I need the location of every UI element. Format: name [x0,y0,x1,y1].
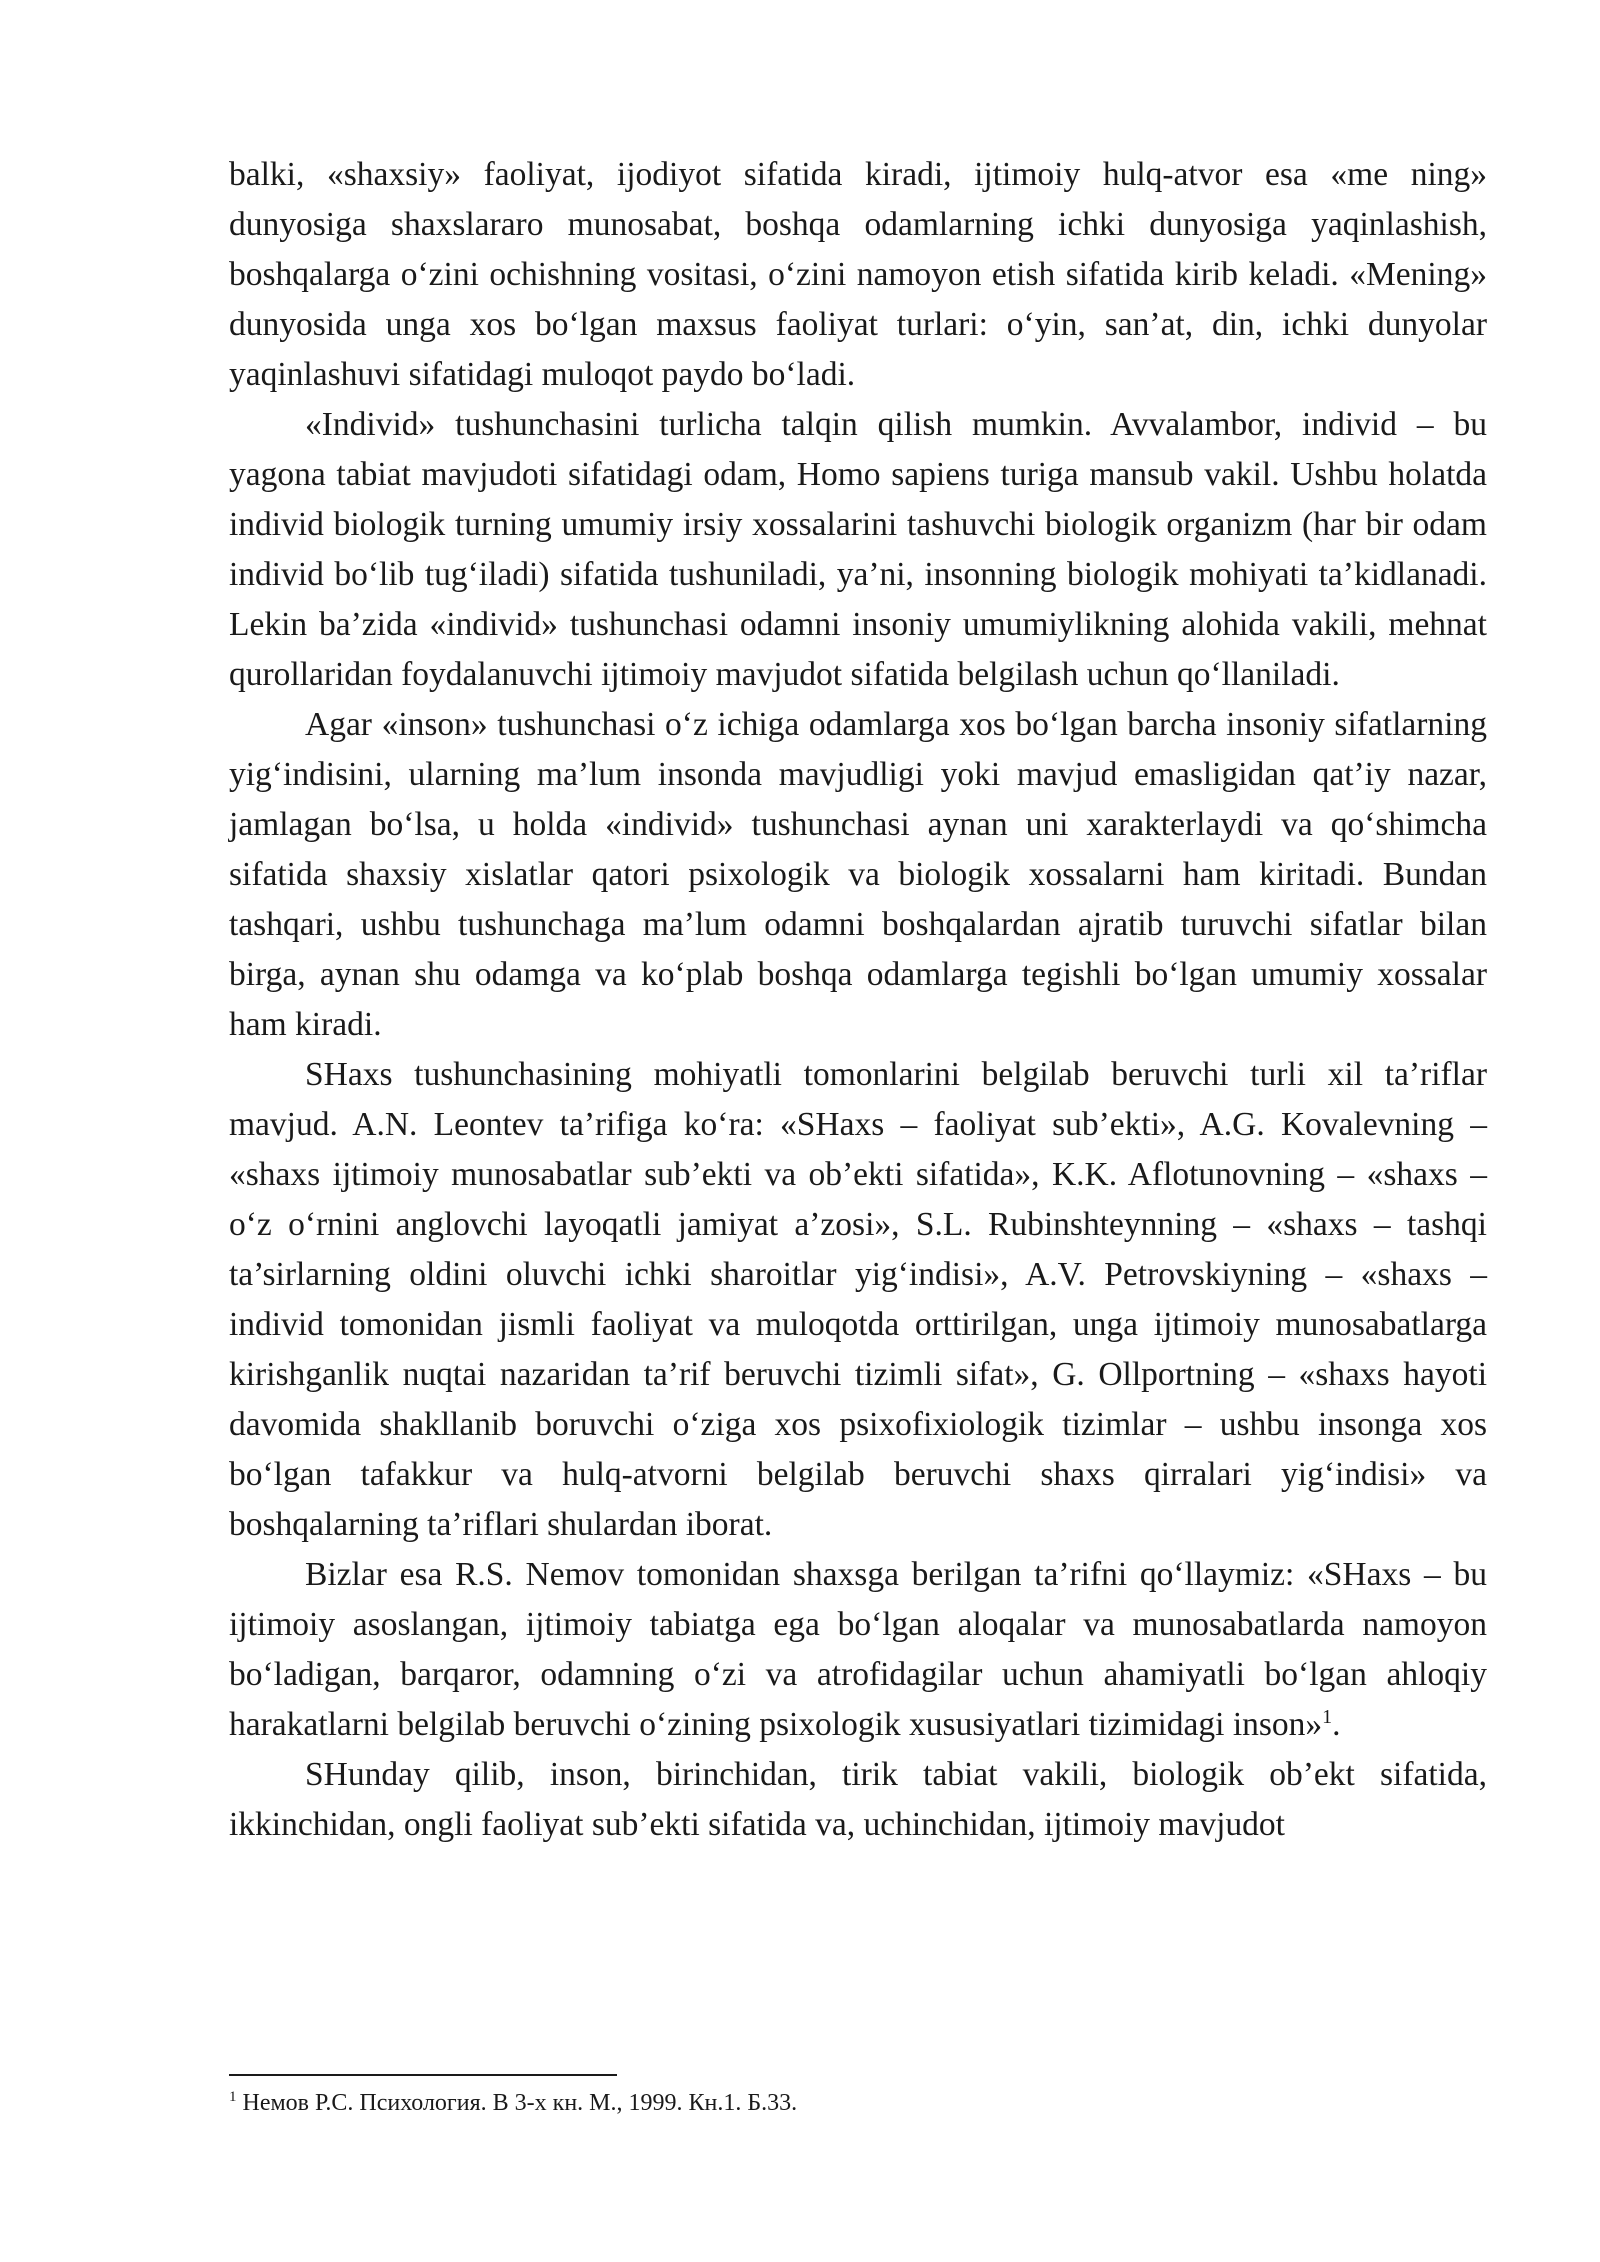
paragraph: «Individ» tushunchasini turlicha talqin qilish mumkin. Avvalambor, individ – bu yagona tabiat mavjudoti sifatidagi odam, Homo sapiens turiga mansub vakil. Ushbu holatda individ biologik turning umumiy irsiy xossalarini tashuvchi biologik organizm (har bir odam individ bo‘lib tug‘iladi) sifatida tushuniladi, ya’ni, insonning biologik mohiyati ta’kidlanadi. Lekin ba’zida «individ» tushunchasi odamni insoniy umumiylikning alohida vakili, mehnat qurollaridan foydalanuvchi ijtimoiy mavjudot sifatida belgilash uchun qo‘llaniladi. [229,406,1487,693]
paragraph: SHunday qilib, inson, birinchidan, tirik tabiat vakili, biologik ob’ekt sifatida, ikkinchidan, ongli faoliyat sub’ekti sifatida va, uchinchidan, ijtimoiy mavjudot [229,1756,1487,1843]
paragraph-tail: . [1332,1706,1341,1743]
paragraph-with-footnote-ref [229,1550,1487,1750]
paragraph: SHaxs tushunchasining mohiyatli tomonlarini belgilab beruvchi turli xil ta’riflar mavjud. A.N. Leontev ta’rifiga ko‘ra: «SHaxs – faoliyat sub’ekti», A.G. Kovalevning – «shaxs ijtimoiy munosabatlar sub’ekti va ob’ekti sifatida», K.K. Aflotunovning – «shaxs – o‘z o‘rnini anglovchi layoqatli jamiyat a’zosi», S.L. Rubinshteynning – «shaxs – tashqi ta’sirlarning oldini oluvchi ichki sharoitlar yig‘indisi», A.V. Petrovskiyning – «shaxs – individ tomonidan jismli faoliyat va muloqotda orttirilgan, unga ijtimoiy munosabatlarga kirishganlik nuqtai nazaridan ta’rif beruvchi tizimli sifat», G. Ollportning – «shaxs hayoti davomida shakllanib boruvchi o‘ziga xos psixofixiologik tizimlar – ushbu insonga xos bo‘lgan tafakkur va hulq-atvorni belgilab beruvchi shaxs qirralari yig‘indisi» va boshqalarning ta’riflari shulardan iborat. [229,1056,1487,1543]
footnote-reference[interactable]: 1 [1322,1705,1333,1728]
paragraph-text: Bizlar esa R.S. Nemov tomonidan shaxsga berilgan ta’rifni qo‘llaymiz: «SHaxs – bu ijtimoiy asoslangan, ijtimoiy tabiatga ega bo‘lgan aloqalar va munosabatlarda namoyon bo‘ladigan, barqaror, odamning o‘zi va atrofidagilar uchun ahamiyatli bo‘lgan ahloqiy harakatlarni belgilab beruvchi o‘zining psixologik xususiyatlari tizimidagi inson» [229,1556,1487,1743]
paragraph: balki, «shaxsiy» faoliyat, ijodiyot sifatida kiradi, ijtimoiy hulq-atvor esa «me ning» dunyosiga shaxslararo munosabat, boshqa odamlarning ichki dunyosiga yaqinlashish, boshqalarga o‘zini ochishning vositasi, o‘zini namoyon etish sifatida kirib keladi. «Mening» dunyosida unga xos bo‘lgan maxsus faoliyat turlari: o‘yin, san’at, din, ichki dunyolar yaqinlashuvi sifatidagi muloqot paydo bo‘ladi. [229,156,1487,393]
document-body [229,150,1487,1850]
footnote-separator [229,2074,617,2076]
footnote-text: Немов Р.С. Психология. В 3-х кн. М., 1999. Кн.1. Б.33. [242,2090,798,2116]
paragraph: Agar «inson» tushunchasi o‘z ichiga odamlarga xos bo‘lgan barcha insoniy sifatlarning yig‘indisini, ularning ma’lum insonda mavjudligi yoki mavjud emasligidan qat’iy nazar, jamlagan bo‘lsa, u holda «individ» tushunchasi aynan uni xarakterlaydi va qo‘shimcha sifatida shaxsiy xislatlar qatori psixologik va biologik xossalarni ham kiritadi. Bundan tashqari, ushbu tushunchaga ma’lum odamni boshqalardan ajratib turuvchi sifatlar bilan birga, aynan shu odamga va ko‘plab boshqa odamlarga tegishli bo‘lgan umumiy xossalar ham kiradi. [229,706,1487,1043]
footnote [229,2088,797,2118]
footnote-marker: 1 [229,2089,237,2105]
